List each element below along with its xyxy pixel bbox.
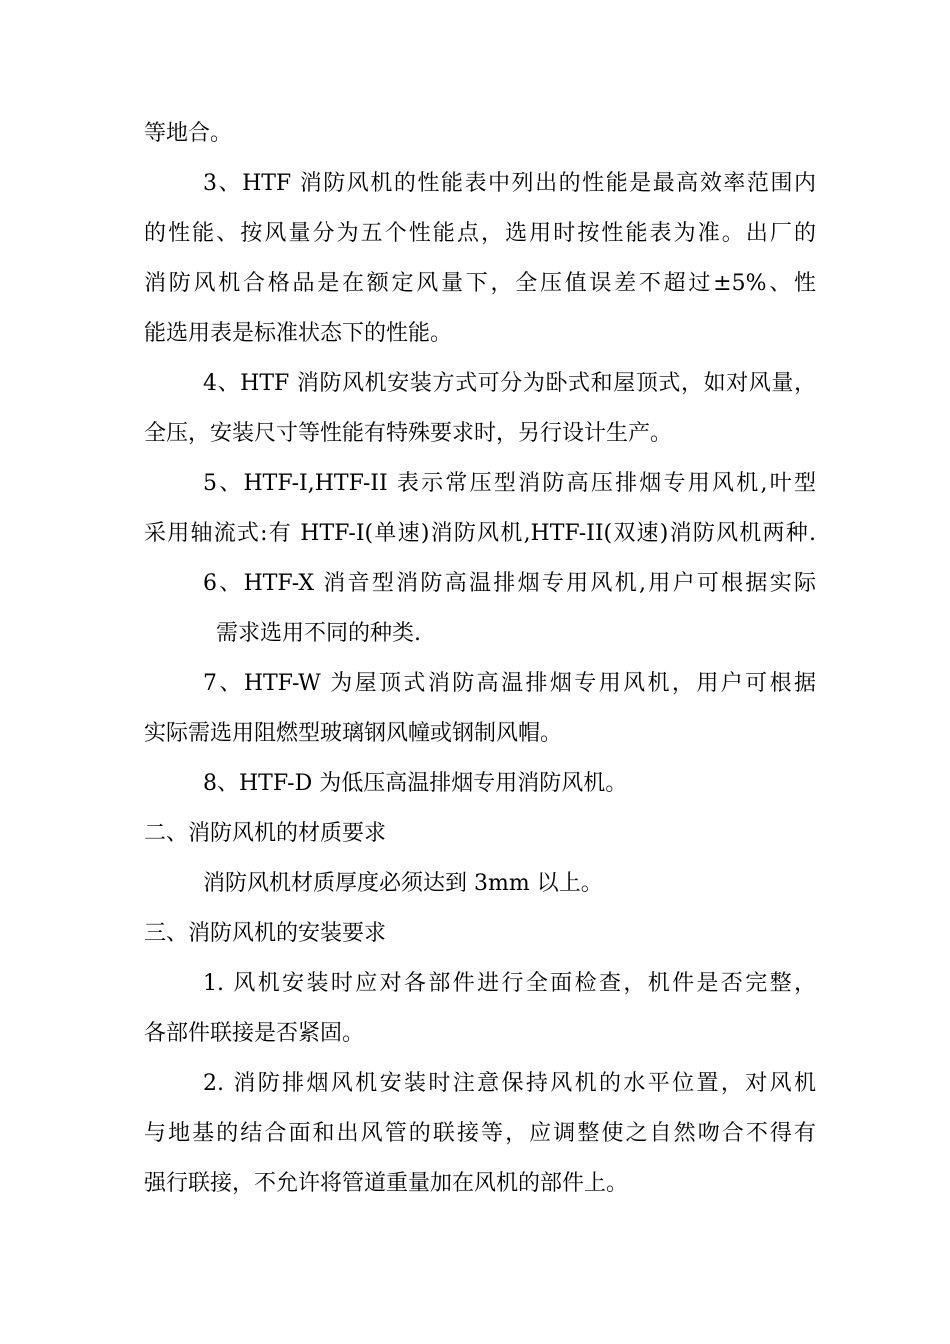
paragraph-line: 与地基的结合面和出风管的联接等，应调整使之自然吻合不得有 <box>144 1121 816 1146</box>
section-heading: 二、消防风机的材质要求 <box>144 821 387 846</box>
paragraph-line: 的性能、按风量分为五个性能点，选用时按性能表为准。出厂的 <box>144 221 816 246</box>
paragraph-line: 2. 消防排烟风机安装时注意保持风机的水平位置，对风机 <box>203 1071 816 1096</box>
paragraph-line: 4、HTF 消防风机安装方式可分为卧式和屋顶式，如对风量， <box>203 371 816 396</box>
paragraph-line: 5、HTF-I,HTF-II 表示常压型消防高压排烟专用风机,叶型 <box>203 471 816 496</box>
paragraph-line: 消防风机合格品是在额定风量下，全压值误差不超过±5%、性 <box>144 271 816 296</box>
paragraph-line: 6、HTF-X 消音型消防高温排烟专用风机,用户可根据实际 <box>203 571 816 596</box>
paragraph-line: 7、HTF-W 为屋顶式消防高温排烟专用风机，用户可根据 <box>203 671 816 696</box>
paragraph-line: 8、HTF-D 为低压高温排烟专用消防风机。 <box>203 771 628 796</box>
paragraph-line: 消防风机材质厚度必须达到 3mm 以上。 <box>203 871 603 896</box>
paragraph-line: 能选用表是标准状态下的性能。 <box>144 321 453 346</box>
section-heading: 三、消防风机的安装要求 <box>144 921 387 946</box>
paragraph-line: 3、HTF 消防风机的性能表中列出的性能是最高效率范围内 <box>203 171 816 196</box>
paragraph-line: 强行联接，不允许将管道重量加在风机的部件上。 <box>144 1171 629 1196</box>
paragraph-line: 采用轴流式:有 HTF-I(单速)消防风机,HTF-II(双速)消防风机两种. <box>144 521 816 546</box>
paragraph-line: 实际需选用阻燃型玻璃钢风幢或钢制风帽。 <box>144 721 563 746</box>
paragraph-line: 等地合。 <box>144 121 233 146</box>
paragraph-line: 1. 风机安装时应对各部件进行全面检查，机件是否完整， <box>203 971 816 996</box>
paragraph-line: 各部件联接是否紧固。 <box>144 1021 365 1046</box>
paragraph-line: 全压，安装尺寸等性能有特殊要求时，另行设计生产。 <box>144 421 673 446</box>
paragraph-line: 需求选用不同的种类. <box>216 621 421 646</box>
